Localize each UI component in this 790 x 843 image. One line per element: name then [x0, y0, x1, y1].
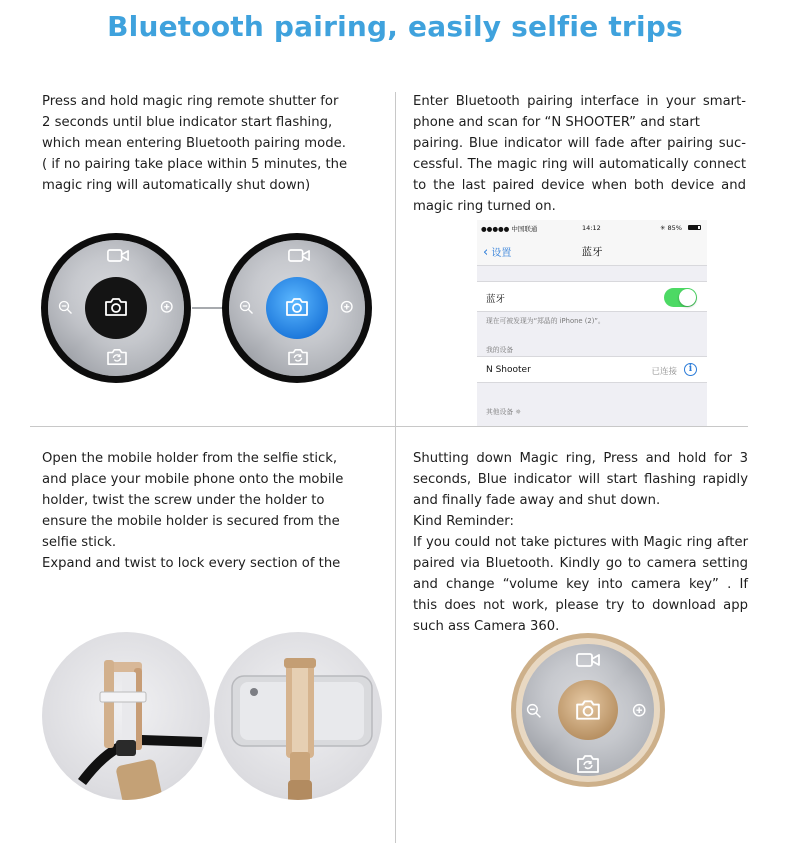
status-bar — [477, 220, 707, 236]
scan-line: pairing. Blue indicator will fade after pairing suc- — [413, 136, 746, 151]
holder-line: Open the mobile holder from the selfie stick, — [42, 451, 338, 466]
pairing-line: ( if no pairing take place within 5 minutes, the — [42, 157, 348, 172]
holder-line: selfie stick. — [42, 535, 117, 550]
pairing-instructions — [42, 91, 372, 196]
info-icon[interactable]: i — [684, 363, 697, 376]
magic-ring-off — [41, 233, 191, 383]
reminder-line: seconds, Blue indicator will start flashing rapidly — [413, 472, 748, 487]
magic-ring-gold — [510, 632, 666, 788]
page-title: Bluetooth pairing, easily selfie trips — [107, 10, 683, 43]
shutdown-and-reminder — [413, 448, 748, 637]
bluetooth-toggle-row — [477, 281, 707, 312]
open-holder-illustration — [42, 632, 210, 800]
back-label: 设置 — [491, 248, 512, 259]
horizontal-divider — [30, 426, 748, 427]
scan-line: phone and scan for “N SHOOTER” and start — [413, 115, 700, 130]
reminder-line: this does not work, please try to download app — [413, 598, 748, 613]
vertical-divider — [395, 92, 396, 843]
clock-label: 14:12 — [582, 224, 601, 232]
holder-line: and place your mobile phone onto the mobile — [42, 472, 344, 487]
battery-label: ✳ 85% — [660, 224, 682, 232]
nav-bar — [477, 236, 707, 266]
scan-line: to the last paired device when both device and — [413, 178, 746, 193]
pairing-line: which mean entering Bluetooth pairing mode. — [42, 136, 346, 151]
reminder-line: such ass Camera 360. — [413, 619, 560, 634]
discoverable-hint: 现在可被发现为“郑晶的 iPhone (2)”。 — [486, 317, 605, 325]
device-row-n-shooter[interactable] — [477, 356, 707, 383]
scan-line: cessful. The magic ring will automatically connect — [413, 157, 746, 172]
pairing-line: magic ring will automatically shut down) — [42, 178, 311, 193]
reminder-line: paired via Bluetooth. Kindly go to camera setting — [413, 556, 748, 571]
reminder-line: and finally fade away and shut down. — [413, 493, 661, 508]
device-status: 已连接 — [651, 367, 677, 377]
reminder-heading: Kind Reminder: — [413, 514, 514, 529]
nav-title: 蓝牙 — [581, 246, 603, 258]
pairing-line: 2 seconds until blue indicator start flashing, — [42, 115, 333, 130]
device-name: N Shooter — [486, 365, 531, 375]
battery-icon — [688, 225, 701, 230]
reminder-line: Shutting down Magic ring, Press and hold for 3 — [413, 451, 748, 466]
holder-line: Expand and twist to lock every section of the — [42, 556, 341, 571]
my-devices-header: 我的设备 — [486, 346, 514, 354]
holder-line: ensure the mobile holder is secured from the — [42, 514, 340, 529]
scan-line: Enter Bluetooth pairing interface in your smart- — [413, 94, 746, 109]
holder-line: holder, twist the screw under the holder to — [42, 493, 325, 508]
bluetooth-label: 蓝牙 — [486, 294, 506, 305]
other-devices-header — [486, 406, 521, 416]
magic-ring-pairing-illustration — [40, 230, 375, 390]
open-holder-photo — [42, 632, 210, 800]
bluetooth-toggle[interactable] — [664, 288, 697, 307]
holder-instructions — [42, 448, 377, 574]
spinner-icon: ✵ — [515, 408, 522, 416]
magic-ring-blue-flashing — [222, 233, 372, 383]
other-devices-label: 其他设备 — [486, 408, 514, 416]
phone-bluetooth-settings — [477, 220, 707, 426]
chevron-left-icon: ‹ — [483, 245, 489, 260]
bluetooth-scan-instructions — [413, 91, 746, 217]
scan-line: magic ring turned on. — [413, 199, 556, 214]
reminder-line: If you could not take pictures with Magic ring after — [413, 535, 748, 550]
pairing-line: Press and hold magic ring remote shutter for — [42, 94, 339, 109]
mounted-phone-photo — [214, 632, 382, 800]
mounted-phone-illustration — [214, 632, 382, 800]
carrier-label: ●●●●● 中国联通 — [481, 225, 538, 233]
reminder-line: and change “volume key into camera key” . If — [413, 577, 748, 592]
